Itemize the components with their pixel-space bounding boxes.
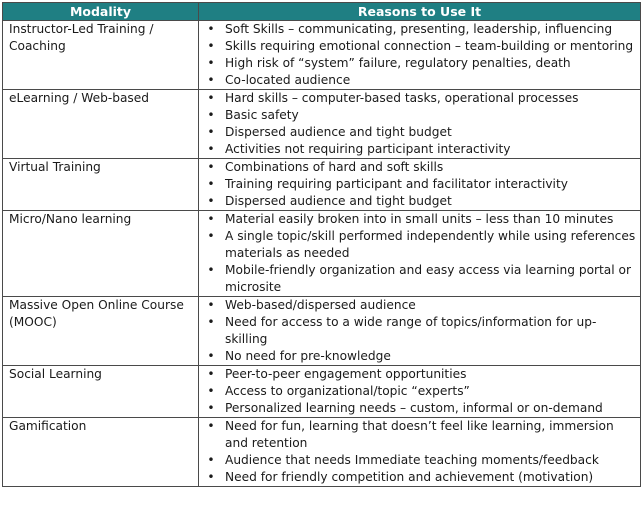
header-row bbox=[3, 3, 641, 21]
list-item bbox=[205, 418, 640, 452]
reasons-list bbox=[205, 366, 640, 417]
list-item bbox=[205, 400, 640, 417]
reason-text: No need for pre-knowledge bbox=[225, 349, 391, 363]
list-item bbox=[205, 348, 640, 365]
reasons-list bbox=[205, 90, 640, 158]
bullet-icon: • bbox=[207, 125, 215, 139]
reason-text: Mobile-friendly organization and easy access via learning portal or microsite bbox=[225, 263, 632, 294]
bullet-icon: • bbox=[207, 212, 215, 226]
reason-text: High risk of “system” failure, regulatory penalties, death bbox=[225, 56, 571, 70]
modality-cell: Virtual Training bbox=[3, 159, 199, 211]
list-item bbox=[205, 314, 640, 348]
modality-cell: Massive Open Online Course (MOOC) bbox=[3, 297, 199, 366]
bullet-icon: • bbox=[207, 229, 215, 243]
list-item bbox=[205, 90, 640, 107]
list-item bbox=[205, 159, 640, 176]
reasons-list bbox=[205, 159, 640, 210]
table-body bbox=[3, 21, 641, 487]
reasons-list bbox=[205, 21, 640, 89]
reason-text: A single topic/skill performed independently while using references materials as needed bbox=[225, 229, 636, 260]
reasons-cell bbox=[199, 297, 641, 366]
bullet-icon: • bbox=[207, 367, 215, 381]
bullet-icon: • bbox=[207, 160, 215, 174]
list-item bbox=[205, 452, 640, 469]
reasons-cell bbox=[199, 366, 641, 418]
bullet-icon: • bbox=[207, 298, 215, 312]
list-item bbox=[205, 21, 640, 38]
reason-text: Activities not requiring participant interactivity bbox=[225, 142, 511, 156]
reason-text: Dispersed audience and tight budget bbox=[225, 194, 452, 208]
bullet-icon: • bbox=[207, 453, 215, 467]
list-item bbox=[205, 297, 640, 314]
bullet-icon: • bbox=[207, 22, 215, 36]
reason-text: Need for friendly competition and achievement (motivation) bbox=[225, 470, 594, 484]
reasons-cell bbox=[199, 21, 641, 90]
reason-text: Audience that needs Immediate teaching moments/feedback bbox=[225, 453, 599, 467]
reasons-cell bbox=[199, 211, 641, 297]
bullet-icon: • bbox=[207, 401, 215, 415]
table-row bbox=[3, 418, 641, 487]
reason-text: Web-based/dispersed audience bbox=[225, 298, 416, 312]
modality-cell: Gamification bbox=[3, 418, 199, 487]
reasons-column-header: Reasons to Use It bbox=[199, 3, 641, 21]
bullet-icon: • bbox=[207, 470, 215, 484]
table-row bbox=[3, 159, 641, 211]
modality-cell: Instructor-Led Training / Coaching bbox=[3, 21, 199, 90]
list-item bbox=[205, 228, 640, 262]
reason-text: Hard skills – computer-based tasks, operational processes bbox=[225, 91, 579, 105]
list-item bbox=[205, 38, 640, 55]
modality-cell: Micro/Nano learning bbox=[3, 211, 199, 297]
bullet-icon: • bbox=[207, 315, 215, 329]
list-item bbox=[205, 141, 640, 158]
reason-text: Training requiring participant and facilitator interactivity bbox=[225, 177, 568, 191]
bullet-icon: • bbox=[207, 91, 215, 105]
table-row bbox=[3, 366, 641, 418]
bullet-icon: • bbox=[207, 108, 215, 122]
table-row bbox=[3, 90, 641, 159]
reason-text: Need for fun, learning that doesn’t feel like learning, immersion and retention bbox=[225, 419, 614, 450]
reasons-cell bbox=[199, 159, 641, 211]
bullet-icon: • bbox=[207, 177, 215, 191]
reasons-list bbox=[205, 211, 640, 296]
list-item bbox=[205, 193, 640, 210]
list-item bbox=[205, 211, 640, 228]
reason-text: Dispersed audience and tight budget bbox=[225, 125, 452, 139]
reason-text: Material easily broken into in small units – less than 10 minutes bbox=[225, 212, 614, 226]
list-item bbox=[205, 469, 640, 486]
bullet-icon: • bbox=[207, 194, 215, 208]
bullet-icon: • bbox=[207, 39, 215, 53]
list-item bbox=[205, 55, 640, 72]
modality-cell: Social Learning bbox=[3, 366, 199, 418]
list-item bbox=[205, 383, 640, 400]
reason-text: Skills requiring emotional connection – team-building or mentoring bbox=[225, 39, 634, 53]
bullet-icon: • bbox=[207, 419, 215, 433]
list-item bbox=[205, 124, 640, 141]
bullet-icon: • bbox=[207, 56, 215, 70]
reasons-cell bbox=[199, 90, 641, 159]
modality-cell: eLearning / Web-based bbox=[3, 90, 199, 159]
bullet-icon: • bbox=[207, 349, 215, 363]
reason-text: Need for access to a wide range of topics/information for up-skilling bbox=[225, 315, 597, 346]
reasons-list bbox=[205, 297, 640, 365]
list-item bbox=[205, 72, 640, 89]
reason-text: Combinations of hard and soft skills bbox=[225, 160, 444, 174]
bullet-icon: • bbox=[207, 142, 215, 156]
reason-text: Basic safety bbox=[225, 108, 299, 122]
modality-column-header: Modality bbox=[3, 3, 199, 21]
bullet-icon: • bbox=[207, 384, 215, 398]
list-item bbox=[205, 176, 640, 193]
bullet-icon: • bbox=[207, 73, 215, 87]
reason-text: Soft Skills – communicating, presenting, leadership, influencing bbox=[225, 22, 613, 36]
table-row bbox=[3, 297, 641, 366]
list-item bbox=[205, 262, 640, 296]
list-item bbox=[205, 366, 640, 383]
table-row bbox=[3, 21, 641, 90]
reason-text: Peer-to-peer engagement opportunities bbox=[225, 367, 467, 381]
modality-table bbox=[2, 2, 641, 487]
reason-text: Access to organizational/topic “experts” bbox=[225, 384, 470, 398]
reason-text: Personalized learning needs – custom, informal or on-demand bbox=[225, 401, 603, 415]
table-row bbox=[3, 211, 641, 297]
reasons-cell bbox=[199, 418, 641, 487]
reasons-list bbox=[205, 418, 640, 486]
list-item bbox=[205, 107, 640, 124]
bullet-icon: • bbox=[207, 263, 215, 277]
reason-text: Co-located audience bbox=[225, 73, 351, 87]
